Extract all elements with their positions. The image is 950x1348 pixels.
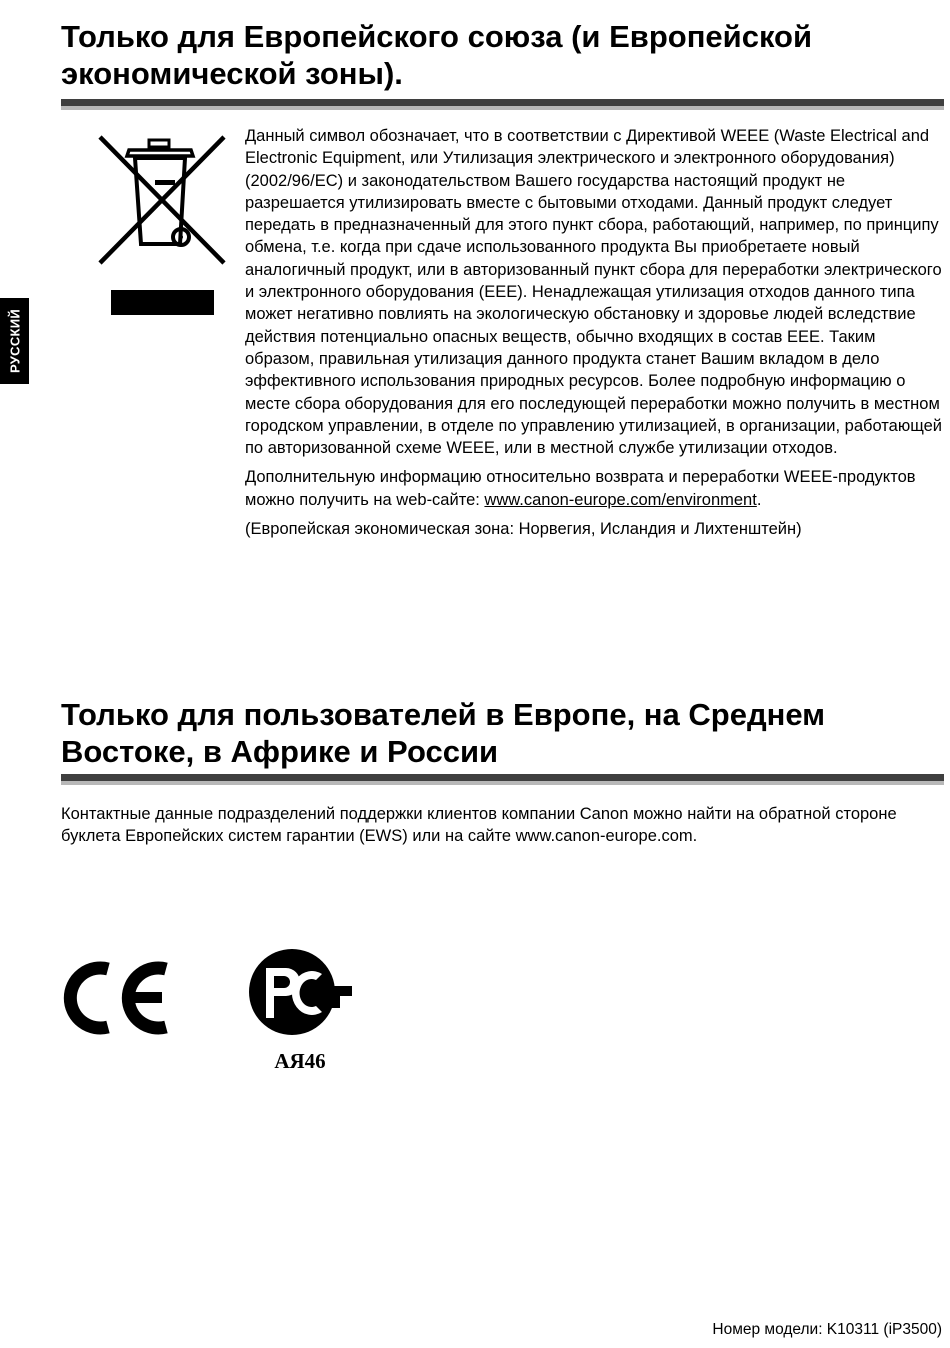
support-contact-text: Контактные данные подразделений поддержки клиентов компании Canon можно найти на обратной стороне буклета Европейских систем гарантии (EWS) или на сайте www.canon-europe.com. — [61, 805, 897, 846]
weee-paragraph-2 — [245, 466, 945, 511]
ce-mark-icon — [62, 955, 172, 1041]
rst-certification-code: АЯ46 — [274, 1049, 326, 1073]
language-tab-label: РУССКИЙ — [7, 308, 22, 374]
section-support-divider — [61, 774, 944, 785]
weee-paragraph-2-end: . — [756, 490, 762, 509]
weee-paragraph-2-text: Дополнительную информацию относительно возврата и переработки WEEE-продуктов можно получить на web-сайте: — [245, 468, 916, 509]
section-eu-title: Только для Европейского союза (и Европейской экономической зоны). — [61, 19, 813, 91]
weee-date-bar — [111, 290, 214, 315]
weee-paragraph-1: Данный символ обозначает, что в соответствии с Директивой WEEE (Waste Electrical and Electronic Equipment, или Утилизация электрического и электронного оборудования) (2002/96/EC) и законодательством Вашего государства настоящий продукт не разрешается утилизировать вместе с бытовыми отходами. Данный продукт следует передать в предназначенный для этого пункт сбора, работающий, например, по принципу обмена, т.е. когда при сдаче использованного продукта Вы приобретаете новый аналогичный продукт, или в авторизованный пункт сбора для переработки электрического и электронного оборудования (EEE). Ненадлежащая утилизация отходов данного типа может негативно повлиять на экологическую обстановку и здоровье людей вследствие действия потенциально опасных веществ, обычно входящих в состав EEE. Таким образом, правильная утилизация данного продукта станет Вашим вкладом в дело эффективного использования природных ресурсов. Более подробную информацию о месте сбора оборудования для его последующей переработки можно получить в местном городском управлении, в отделе по управлению утилизацией, в организации, работающей по авторизованной схеме WEEE, или в местной службе утилизации отходов. — [245, 127, 943, 458]
section-support-title: Только для пользователей в Европе, на Среднем Востоке, в Африке и России — [61, 697, 826, 769]
model-number: Номер модели: K10311 (iP3500) — [712, 1321, 942, 1338]
weee-paragraph-3: (Европейская экономическая зона: Норвегия, Исландия и Лихтенштейн) — [245, 520, 802, 539]
weee-description — [245, 125, 945, 547]
language-tab — [0, 298, 29, 384]
rst-certification-icon — [246, 946, 354, 1046]
environment-link[interactable]: www.canon-europe.com/environment — [484, 490, 757, 509]
section-eu-divider — [61, 99, 944, 110]
crossed-out-wheelie-bin-icon — [97, 134, 227, 266]
